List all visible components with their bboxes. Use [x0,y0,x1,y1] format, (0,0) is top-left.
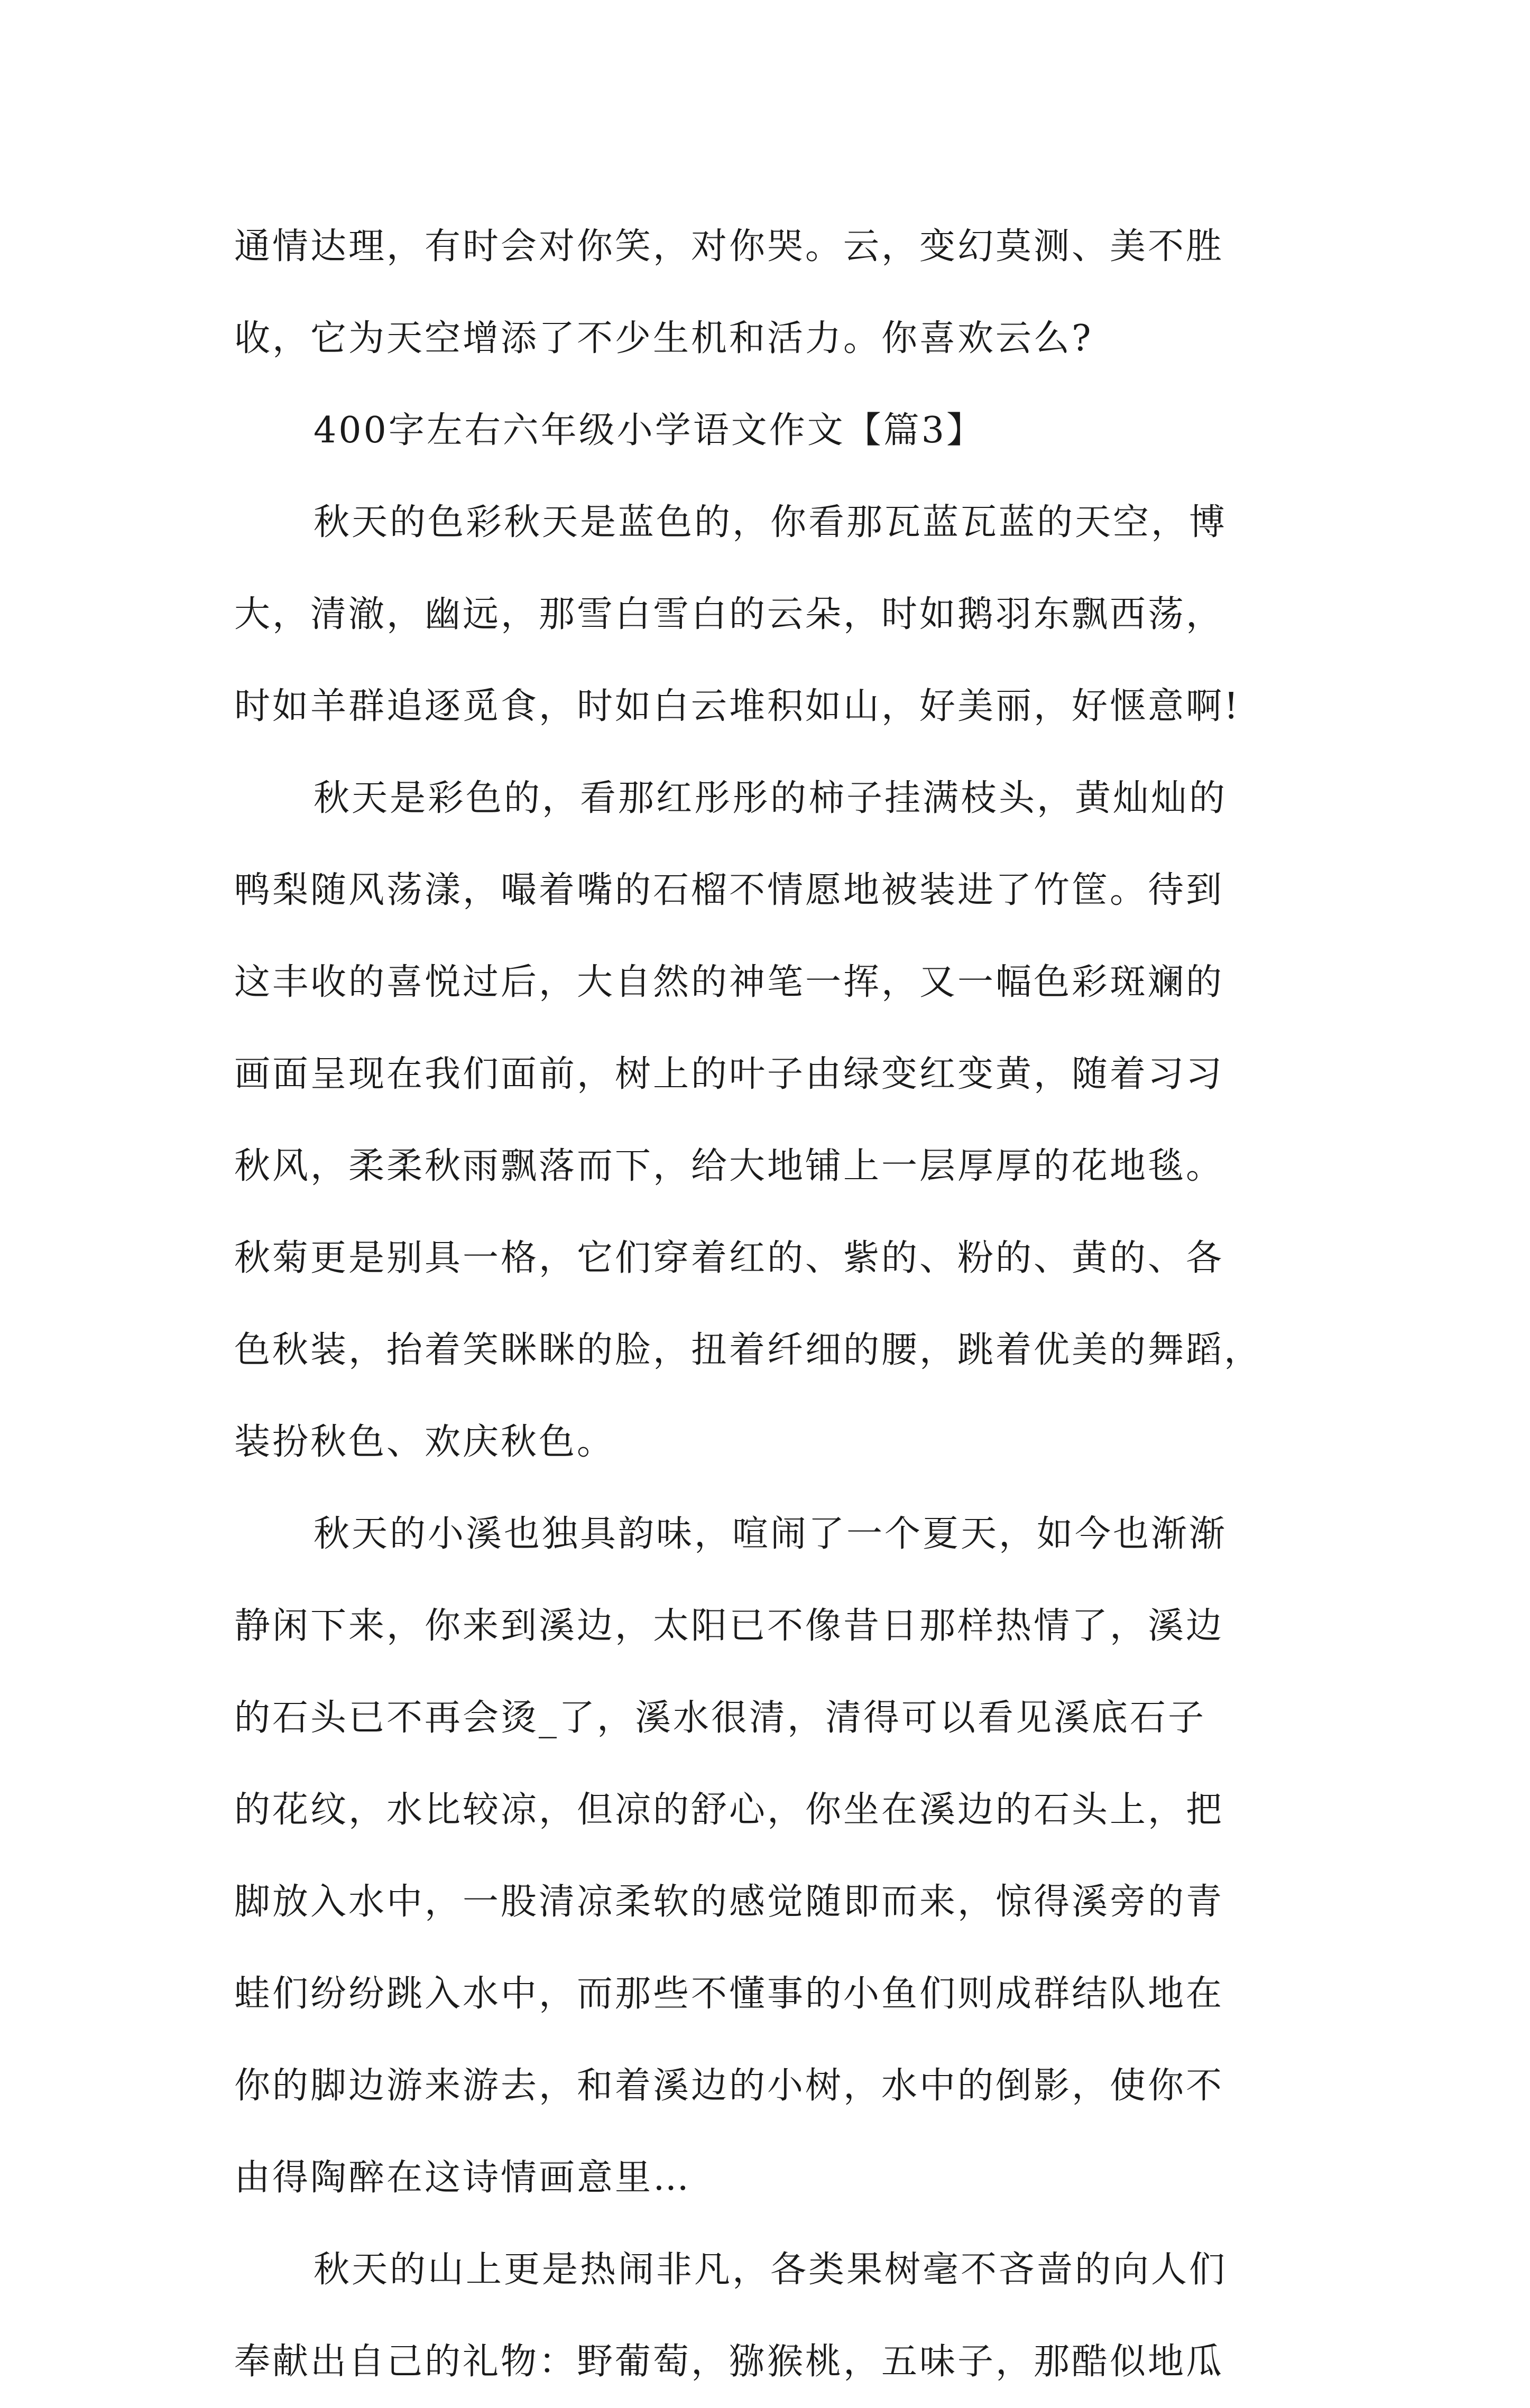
text-line: 鸭梨随风荡漾，嘬着嘴的石榴不情愿地被装进了竹筐。待到 [234,869,1224,911]
text-line: 秋天的小溪也独具韵味，喧闹了一个夏天，如今也渐渐 [314,1513,1228,1555]
text-line: 色秋装，抬着笑眯眯的脸，扭着纤细的腰，跳着优美的舞蹈， [234,1329,1262,1371]
text-line: 的石头已不再会烫_了，溪水很清，清得可以看见溪底石子 [234,1697,1206,1739]
text-line: 蛙们纷纷跳入水中，而那些不懂事的小鱼们则成群结队地在 [234,1973,1224,2015]
text-line: 你的脚边游来游去，和着溪边的小树，水中的倒影，使你不 [234,2065,1224,2107]
text-line: 的花纹，水比较凉，但凉的舒心，你坐在溪边的石头上，把 [234,1789,1224,1831]
section-title: 400字左右六年级小学语文作文【篇3】 [314,410,985,451]
text-line: 静闲下来，你来到溪边，太阳已不像昔日那样热情了，溪边 [234,1605,1224,1647]
text-line: 秋天的山上更是热闹非凡，各类果树毫不吝啬的向人们 [314,2249,1228,2291]
text-line: 通情达理，有时会对你笑，对你哭。云，变幻莫测、美不胜 [234,226,1224,267]
text-line: 奉献出自己的礼物：野葡萄，猕猴桃，五味子，那酷似地瓜 [234,2341,1224,2383]
document-body [234,201,1313,2408]
text-line: 秋天的色彩秋天是蓝色的，你看那瓦蓝瓦蓝的天空，博 [314,502,1228,543]
text-line: 收，它为天空增添了不少生机和活力。你喜欢云么? [234,318,1093,359]
text-line: 时如羊群追逐觅食，时如白云堆积如山，好美丽，好惬意啊! [234,686,1241,727]
text-line: 大，清澈，幽远，那雪白雪白的云朵，时如鹅羽东飘西荡， [234,594,1224,635]
text-line: 由得陶醉在这诗情画意里… [234,2157,692,2199]
text-line: 秋菊更是别具一格，它们穿着红的、紫的、粉的、黄的、各 [234,1237,1224,1279]
text-line: 脚放入水中，一股清凉柔软的感觉随即而来，惊得溪旁的青 [234,1881,1224,1923]
text-line: 这丰收的喜悦过后，大自然的神笔一挥，又一幅色彩斑斓的 [234,961,1224,1003]
text-line: 秋风，柔柔秋雨飘落而下，给大地铺上一层厚厚的花地毯。 [234,1145,1224,1187]
text-line: 装扮秋色、欢庆秋色。 [234,1421,615,1463]
text-line: 秋天是彩色的，看那红彤彤的柿子挂满枝头，黄灿灿的 [314,777,1228,819]
text-line: 画面呈现在我们面前，树上的叶子由绿变红变黄，随着习习 [234,1053,1224,1095]
